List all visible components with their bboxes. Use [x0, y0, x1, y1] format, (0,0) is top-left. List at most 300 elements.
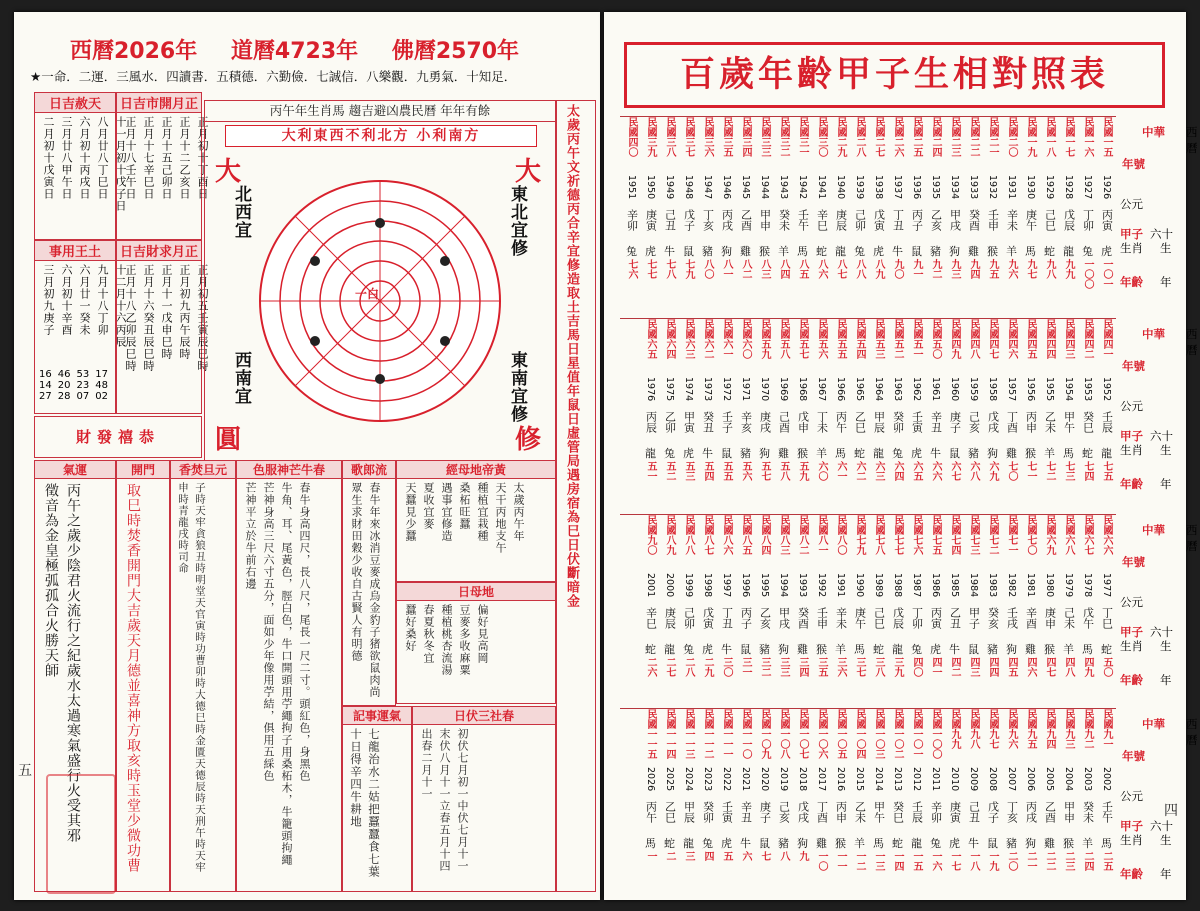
western-year-cell: 1962: [911, 377, 922, 402]
age-table-column: [660, 319, 679, 509]
age-cell: 二六: [645, 657, 656, 677]
zodiac-cell: 兔: [683, 643, 694, 656]
king-day-title: 事用王土: [35, 241, 115, 261]
zodiac-cell: 馬: [645, 837, 656, 850]
ganzhi-cell: 丙申: [1024, 411, 1038, 433]
market-day-title: 日吉市開月正: [117, 93, 201, 113]
minguo-year: 民國三三: [759, 117, 770, 157]
age-cell: 八一: [721, 259, 732, 279]
age-cell: 六二: [854, 461, 865, 481]
ganzhi-cell: 辛未: [834, 607, 848, 629]
minguo-year: 民國五一: [911, 319, 922, 359]
zodiac-cell: 鼠: [759, 837, 770, 850]
western-year-cell: 2022: [721, 767, 732, 792]
age-cell: 五一: [645, 461, 656, 481]
zodiac-cell: 狗: [759, 447, 770, 460]
label-sheng: 生: [1160, 443, 1172, 457]
age-table-column: [698, 117, 717, 313]
age-cell: 八〇: [702, 259, 713, 279]
age-table-column: [793, 515, 812, 703]
age-table-cells: [620, 117, 1116, 313]
minguo-year: 民國六六: [1101, 515, 1112, 555]
zodiac-cell: 虎: [645, 245, 656, 258]
age-cell: 三: [683, 851, 694, 861]
gate-line: 取亥時玉堂少微功曹: [125, 738, 141, 873]
age-cell: 四: [702, 851, 713, 861]
market-day-line: 正月十二乙亥日: [178, 116, 191, 200]
age-cell: 四八: [1063, 657, 1074, 677]
zodiac-cell: 狗: [1006, 643, 1017, 656]
western-year-cell: 1943: [778, 175, 789, 200]
age-cell: 八七: [835, 259, 846, 279]
western-year-cell: 2023: [702, 767, 713, 792]
ganzhi-cell: 癸卯: [701, 801, 715, 823]
dragon-water-title: 記事運氣: [343, 707, 411, 725]
three-fu-line: 中伏七月十一: [456, 800, 469, 872]
wealth-day-title: 日吉財求月正: [117, 241, 201, 261]
zodiac-cell: 馬: [1063, 447, 1074, 460]
western-year-cell: 1941: [816, 175, 827, 200]
age-table-column: [755, 319, 774, 509]
western-year-cell: 1927: [1082, 175, 1093, 200]
age-cell: 三七: [854, 657, 865, 677]
ganzhi-cell: 癸巳: [891, 801, 905, 823]
fortune-label: 財發禧恭: [75, 428, 160, 446]
age-cell: 四四: [987, 657, 998, 677]
ganzhi-cell: 丙午: [644, 801, 658, 823]
year-name-line: 房宿為: [564, 482, 579, 524]
minguo-year: 民國一一五: [645, 709, 656, 759]
western-year-cell: 1949: [664, 175, 675, 200]
western-year-cell: 1947: [702, 175, 713, 200]
western-year-cell: 1985: [949, 573, 960, 598]
zodiac-cell: 牛: [664, 245, 675, 258]
ganzhi-cell: 辛卯: [625, 209, 639, 231]
gate-line: 歲天月德並喜神方: [125, 618, 141, 738]
minguo-year: 民國四五: [1025, 319, 1036, 359]
page-number-right: 四: [1164, 803, 1178, 819]
western-year-cell: 1978: [1082, 573, 1093, 598]
western-year-cell: 2001: [645, 573, 656, 598]
western-year-cell: 1964: [873, 377, 884, 402]
ganzhi-cell: 壬午: [796, 209, 810, 231]
ganzhi-cell: 甲申: [1062, 801, 1076, 823]
western-year-cell: 1991: [835, 573, 846, 598]
ganzhi-cell: 己未: [1062, 607, 1076, 629]
row-labels: [1116, 116, 1198, 312]
zodiac-cell: 虎: [949, 837, 960, 850]
minguo-year: 民國五六: [816, 319, 827, 359]
ganzhi-cell: 丙子: [739, 607, 753, 629]
left-page: [14, 12, 600, 900]
spring-ox-text: [237, 479, 315, 885]
zodiac-cell: 龍: [1101, 447, 1112, 460]
emperor-land-text: [397, 479, 529, 579]
age-cell: 五五: [721, 461, 732, 481]
compass-panel: [204, 100, 556, 462]
minguo-year: 民國七一: [1006, 515, 1017, 555]
age-table-column: [736, 117, 755, 313]
age-cell: 九九: [1063, 259, 1074, 279]
age-table-column: [736, 319, 755, 509]
age-cell: 四七: [1044, 657, 1055, 677]
qi-yun-title: 氣運: [35, 461, 115, 479]
age-table-column: [964, 709, 983, 889]
western-year-cell: 1995: [759, 573, 770, 598]
minguo-year: 民國五〇: [930, 319, 941, 359]
age-cell: 二八: [683, 657, 694, 677]
western-year-cell: 1929: [1044, 175, 1055, 200]
western-year-cell: 1942: [797, 175, 808, 200]
day-number: 28: [57, 391, 71, 402]
age-table-column: [1040, 319, 1059, 509]
emperor-land-line: 天干丙地支午: [494, 482, 507, 554]
age-cell: 九五: [987, 259, 998, 279]
label-age: 年齡: [1120, 867, 1143, 881]
age-table-column: [926, 515, 945, 703]
zodiac-cell: 虎: [721, 837, 732, 850]
minguo-year: 民國九六: [1006, 709, 1017, 749]
calendar-year-header: [70, 34, 545, 65]
day-number: 20: [57, 380, 71, 391]
zodiac-cell: 鼠: [987, 837, 998, 850]
age-cell: 七: [759, 851, 770, 861]
ganzhi-cell: 丁丑: [720, 607, 734, 629]
wealth-day-line: 正月初九丙午辰時: [178, 264, 191, 360]
qi-yun-line: 丙午之歲少陰君火: [65, 483, 81, 603]
minguo-year: 民國三四: [740, 117, 751, 157]
age-table-column: [964, 319, 983, 509]
zodiac-cell: 兔: [702, 837, 713, 850]
ganzhi-cell: 庚寅: [948, 801, 962, 823]
age-table-column: [907, 117, 926, 313]
zodiac-cell: 豬: [702, 245, 713, 258]
three-fu-text: [413, 725, 473, 889]
label-nian: 年: [1160, 673, 1172, 687]
age-table-column: [869, 117, 888, 313]
age-table-column: [926, 117, 945, 313]
minguo-year: 民國二七: [873, 117, 884, 157]
age-cell: 一二: [854, 851, 865, 871]
label-jiazi: 六十: [1150, 429, 1173, 443]
minguo-year: 民國六一: [721, 319, 732, 359]
western-year-cell: 1980: [1044, 573, 1055, 598]
minguo-year: 民國一〇〇: [930, 709, 941, 759]
incense-line: 巳時金匱天德: [194, 712, 206, 781]
western-year-cell: 2015: [854, 767, 865, 792]
corner-tr: 大: [515, 157, 542, 187]
minguo-year: 民國五五: [835, 319, 846, 359]
age-table-column: [1078, 515, 1097, 703]
emperor-land-section: [396, 460, 556, 582]
age-table-column: [869, 515, 888, 703]
zodiac-cell: 蛇: [816, 245, 827, 258]
age-table-column: [983, 515, 1002, 703]
zodiac-cell: 牛: [949, 643, 960, 656]
incense-line: 辰時天刑: [194, 781, 206, 827]
zodiac-cell: 牛: [968, 837, 979, 850]
minguo-year: 民國三五: [721, 117, 732, 157]
minguo-year: 民國一一〇: [740, 709, 751, 759]
western-year-cell: 1953: [1082, 377, 1093, 402]
three-fu-line: 立春五月十四: [438, 800, 451, 872]
western-year-cell: 1934: [949, 175, 960, 200]
minguo-year: 民國五八: [778, 319, 789, 359]
age-cell: 五九: [797, 461, 808, 481]
minguo-year: 民國四〇: [626, 117, 637, 157]
right-page: [604, 12, 1198, 900]
western-year-cell: 1959: [968, 377, 979, 402]
minguo-year: 民國四四: [1044, 319, 1055, 359]
ganzhi-cell: 己亥: [967, 411, 981, 433]
western-year-cell: 2010: [949, 767, 960, 792]
age-cell: 七四: [1082, 461, 1093, 481]
age-cell: 六三: [873, 461, 884, 481]
western-year-cell: 1963: [892, 377, 903, 402]
ganzhi-cell: 庚辰: [663, 607, 677, 629]
ganzhi-cell: 己酉: [777, 411, 791, 433]
spring-ox-line: 芒神身高三尺六寸五分，面如少年像: [262, 482, 275, 674]
age-cell: 七九: [683, 259, 694, 279]
ganzhi-cell: 乙亥: [758, 607, 772, 629]
age-cell: 三二: [759, 657, 770, 677]
minguo-year: 民國八二: [797, 515, 808, 555]
spring-ox-line: 芒神平立於牛前右邊: [244, 482, 257, 590]
zodiac-cell: 猴: [816, 643, 827, 656]
age-table-column: [812, 117, 831, 313]
year-name-line: 合辛: [564, 216, 579, 244]
ganzhi-cell: 乙亥: [929, 209, 943, 231]
western-year-cell: 1996: [740, 573, 751, 598]
minguo-year: 民國八八: [683, 515, 694, 555]
gate-section: [116, 460, 170, 892]
age-table-column: [641, 709, 660, 889]
ganzhi-cell: 庚辰: [834, 209, 848, 231]
age-table-column: [1040, 515, 1059, 703]
ganzhi-cell: 辛巳: [644, 607, 658, 629]
minguo-year: 民國五四: [854, 319, 865, 359]
ganzhi-cell: 辛酉: [1024, 607, 1038, 629]
zodiac-cell: 兔: [892, 447, 903, 460]
age-cell: 二〇: [1006, 851, 1017, 871]
age-table-column: [1040, 117, 1059, 313]
year-name-line: 伏斷暗金: [564, 552, 579, 608]
day-amnesty-line: 十一月初十戊子日: [114, 116, 127, 212]
day-amnesty-line: 八月廿八丁巳日: [96, 116, 109, 200]
minguo-year: 民國六二: [702, 319, 713, 359]
minguo-year: 民國八六: [721, 515, 732, 555]
ganzhi-cell: 戊戌: [796, 801, 810, 823]
western-year-cell: 1958: [987, 377, 998, 402]
age-cell: 七六: [626, 259, 637, 279]
western-year-cell: 1983: [987, 573, 998, 598]
emperor-land-line: 種植宜栽種: [476, 482, 489, 542]
zodiac-cell: 羊: [778, 245, 789, 258]
minguo-year: 民國六三: [683, 319, 694, 359]
corner-tl: 大: [215, 157, 242, 187]
age-cell: 二七: [664, 657, 675, 677]
minguo-year: 民國四三: [1063, 319, 1074, 359]
minguo-year: 民國八〇: [835, 515, 846, 555]
age-cell: 六一: [835, 461, 846, 481]
incense-line: 卯時大德: [194, 666, 206, 712]
western-year-cell: 2000: [664, 573, 675, 598]
minguo-year: 民國五二: [892, 319, 903, 359]
zodiac-cell: 馬: [1082, 643, 1093, 656]
zodiac-cell: 龍: [664, 643, 675, 656]
ganzhi-cell: 丁亥: [701, 209, 715, 231]
minguo-year: 民國一九: [1025, 117, 1036, 157]
age-table-column: [907, 515, 926, 703]
dragon-water-line: 七龍治水: [367, 728, 381, 778]
ganzhi-cell: 己巳: [872, 607, 886, 629]
ganzhi-cell: 己丑: [663, 209, 677, 231]
age-table-column: [983, 709, 1002, 889]
age-table-column: [907, 709, 926, 889]
age-table-column: [793, 117, 812, 313]
ganzhi-cell: 乙巳: [663, 801, 677, 823]
age-table-column: [888, 319, 907, 509]
western-year-cell: 1994: [778, 573, 789, 598]
western-year-cell: 2016: [835, 767, 846, 792]
three-fu-title: 日伏三社春: [413, 707, 555, 725]
age-table-column: [1059, 709, 1078, 889]
age-cell: 六: [740, 851, 751, 861]
day-number: 16: [39, 369, 52, 380]
age-table-column: [660, 117, 679, 313]
age-table-column: [793, 319, 812, 509]
western-year-cell: 1951: [626, 175, 637, 200]
zodiac-cell: 牛: [930, 447, 941, 460]
label-ad: 公元: [1120, 789, 1143, 803]
king-day-line: 六月初十辛酉: [60, 264, 73, 336]
ganzhi-cell: 壬寅: [720, 801, 734, 823]
ganzhi-cell: 癸丑: [701, 411, 715, 433]
minguo-year: 民國三〇: [816, 117, 827, 157]
age-table-column: [945, 117, 964, 313]
compass-top-row: 丙午年生肖馬 趨吉避凶農民曆 年年有餘: [205, 101, 555, 122]
age-table-column: [774, 319, 793, 509]
western-year-cell: 1984: [968, 573, 979, 598]
zodiac-cell: 狗: [797, 837, 808, 850]
age-table-block: [620, 514, 1116, 703]
western-year-cell: 1988: [892, 573, 903, 598]
zodiac-cell: 羊: [816, 447, 827, 460]
label-age: 年齡: [1120, 673, 1143, 687]
label-ganzhi: 甲子: [1120, 227, 1143, 241]
ganzhi-cell: 庚申: [1043, 607, 1057, 629]
age-cell: 五八: [778, 461, 789, 481]
ganzhi-cell: 壬申: [815, 607, 829, 629]
age-cell: 一七: [949, 851, 960, 871]
ganzhi-cell: 庚戌: [758, 411, 772, 433]
age-table-column: [717, 319, 736, 509]
western-year-cell: 2018: [797, 767, 808, 792]
wealth-day-line: 正月十六癸丑辰巳時: [142, 264, 155, 372]
zodiac-cell: 雞: [740, 245, 751, 258]
zodiac-cell: 龍: [892, 643, 903, 656]
label-era: 年號: [1122, 555, 1145, 569]
ganzhi-cell: 丙寅: [929, 607, 943, 629]
day-amnesty-line: 二月初十戊寅日: [42, 116, 55, 200]
age-table-column: [983, 319, 1002, 509]
minguo-year: 民國三二: [778, 117, 789, 157]
year-name-section: [556, 100, 596, 892]
western-year-cell: 2005: [1044, 767, 1055, 792]
ganzhi-cell: 壬辰: [1100, 411, 1114, 433]
western-year-cell: 2014: [873, 767, 884, 792]
label-ad: 公元: [1120, 197, 1143, 211]
age-cell: 六八: [968, 461, 979, 481]
song-section: [342, 460, 396, 706]
zodiac-cell: 猴: [759, 245, 770, 258]
zodiac-cell: 豬: [968, 447, 979, 460]
western-year-cell: 1935: [930, 175, 941, 200]
zodiac-cell: 狗: [778, 643, 789, 656]
minguo-year: 民國二二: [968, 117, 979, 157]
age-table-column: [679, 515, 698, 703]
western-year-cell: 2019: [778, 767, 789, 792]
ganzhi-cell: 辛卯: [929, 801, 943, 823]
zodiac-cell: 兔: [664, 447, 675, 460]
zodiac-cell: 蛇: [892, 837, 903, 850]
king-day-line: 十二月十六丙辰: [114, 264, 127, 348]
age-table-column: [717, 709, 736, 889]
age-cell: 九二: [930, 259, 941, 279]
incense-line: 子時天牢貪狼: [194, 482, 206, 551]
zodiac-cell: 兔: [1082, 245, 1093, 258]
zodiac-cell: 虎: [702, 643, 713, 656]
zodiac-cell: 龍: [683, 837, 694, 850]
king-day-line: 九月十八丁卯: [96, 264, 109, 336]
label-ganzhi: 甲子: [1120, 819, 1143, 833]
ganzhi-cell: 戊寅: [701, 607, 715, 629]
age-cell: 八三: [759, 259, 770, 279]
spring-ox-line: 用苧結，俱用五綵色: [262, 674, 275, 782]
age-table-block: [620, 708, 1116, 889]
gate-title: 開門: [117, 461, 169, 479]
zodiac-cell: 龍: [1063, 245, 1074, 258]
dragon-water-line: 十日得辛: [349, 728, 363, 778]
age-table-column: [964, 117, 983, 313]
western-year-cell: 1971: [740, 377, 751, 402]
dragon-water-line: 蠶食七葉: [367, 828, 381, 878]
western-year-cell: 1997: [721, 573, 732, 598]
song-line: 春牛年來冰消豆麥成: [368, 482, 381, 590]
age-table-column: [945, 709, 964, 889]
western-year-cell: 1974: [683, 377, 694, 402]
mother-land-line: 種植桃杏流湯: [440, 604, 453, 676]
western-year-cell: 1981: [1025, 573, 1036, 598]
direction-bar: 大利東西不利北方 小利南方: [225, 125, 537, 147]
western-year-cell: 1966: [835, 377, 846, 402]
spring-ox-line: 春牛身高四尺，長八尺，尾長一尺二寸。頭紅色，身黑色: [298, 482, 311, 782]
age-cell: 三一: [740, 657, 751, 677]
age-cell: 四〇: [911, 657, 922, 677]
ganzhi-cell: 壬寅: [910, 411, 924, 433]
ganzhi-cell: 丙午: [834, 411, 848, 433]
spring-ox-section: [236, 460, 342, 892]
age-table-column: [755, 117, 774, 313]
incense-line: 午時天牢: [194, 827, 206, 873]
corner-bl: 圓: [215, 425, 242, 455]
day-number-strip: [39, 369, 111, 402]
age-cell: 一三: [873, 851, 884, 871]
ganzhi-cell: 庚子: [758, 801, 772, 823]
qi-yun-line: 寒氣盛行火受其邪: [65, 723, 81, 843]
ganzhi-cell: 己卯: [853, 209, 867, 231]
age-cell: 八五: [797, 259, 808, 279]
